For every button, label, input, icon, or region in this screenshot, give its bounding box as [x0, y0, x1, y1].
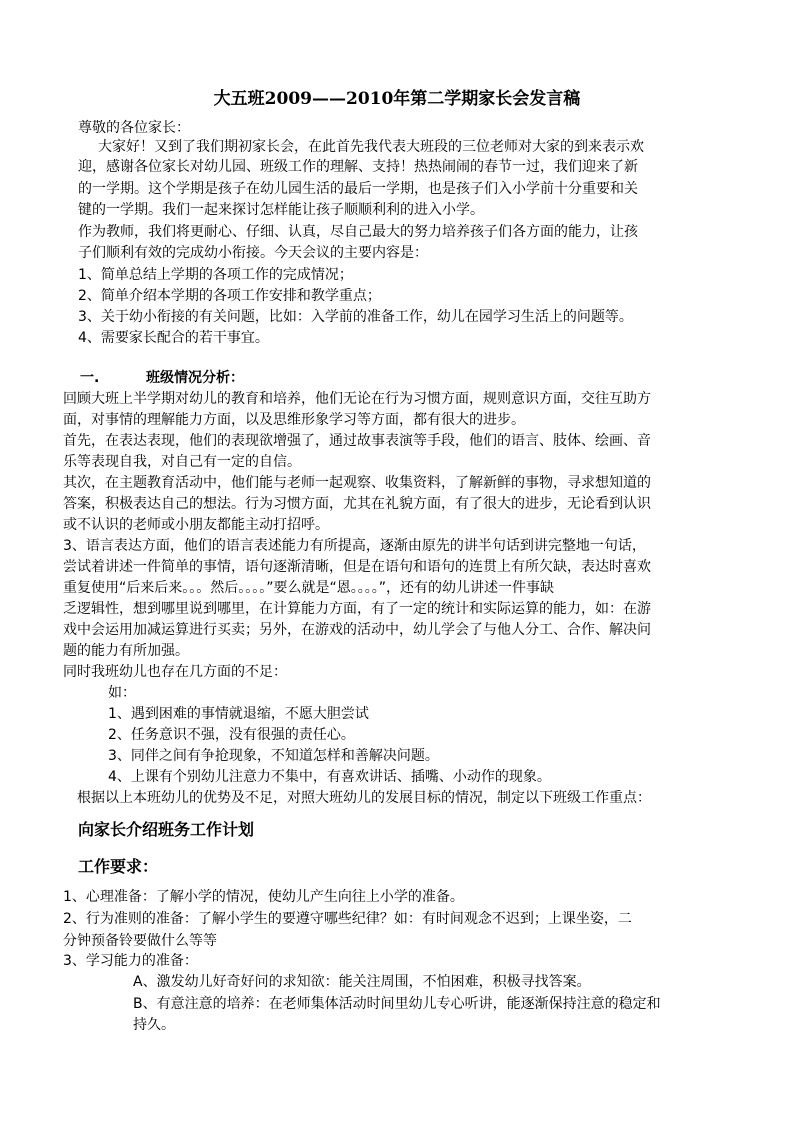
- intro-line: 子们顺利有效的完成幼小衔接。今天会议的主要内容是：: [78, 245, 428, 261]
- learning-line: 持久。: [133, 1017, 175, 1033]
- agenda-item: 2、简单介绍本学期的各项工作安排和教学重点；: [78, 288, 381, 304]
- learning-line: B、有意注意的培养：在老师集体活动时间里幼儿专心听讲，能逐渐保持注意的稳定和: [133, 996, 661, 1012]
- analysis-line: 或不认识的老师或小朋友都能主动打招呼。: [63, 517, 329, 533]
- analysis-line: 3、语言表达方面，他们的语言表述能力有所提高，逐渐由原先的讲半句话到讲完整地一句话，: [63, 538, 646, 554]
- learning-line: A、激发幼儿好奇好问的求知欲：能关注周围，不怕困难，积极寻找答案。: [133, 974, 591, 990]
- intro-line: 键的一学期。我们一起来探讨怎样能让孩子顺顺利利的进入小学。: [78, 202, 484, 218]
- shortcoming-item: 2、任务意识不强，没有很强的责任心。: [108, 727, 355, 743]
- requirements-heading: 工作要求：: [78, 857, 159, 876]
- salutation: 尊敬的各位家长：: [78, 120, 190, 136]
- intro-line: 大家好！又到了我们期初家长会，在此首先我代表大班段的三位老师对大家的到来表示欢: [98, 139, 644, 155]
- requirement-line: 分钟预备铃要做什么等等: [63, 933, 217, 949]
- analysis-line: 题的能力有所加强。: [63, 643, 189, 659]
- analysis-line: 其次，在主题教育活动中，他们能与老师一起观察、收集资料，了解新鲜的事物，寻求想知道的: [63, 475, 651, 491]
- plan-heading: 向家长介绍班务工作计划: [78, 820, 255, 839]
- requirement-line: 2、行为准则的准备：了解小学生的要遵守哪些纪律？如：有时间观念不迟到；上课坐姿，二: [63, 911, 632, 927]
- shortcoming-item: 1、遇到困难的事情就退缩，不愿大胆尝试: [108, 706, 369, 722]
- intro-line: 作为教师，我们将更耐心、仔细、认真，尽自己最大的努力培养孩子们各方面的能力，让孩: [78, 224, 638, 240]
- intro-line: 的一学期。这个学期是孩子在幼儿园生活的最后一学期，也是孩子们入小学前十分重要和关: [78, 181, 638, 197]
- analysis-line: 面，对事情的理解能力方面，以及思维形象学习等方面，都有很大的进步。: [63, 412, 525, 428]
- analysis-line: 尝试着讲述一件简单的事情，语句逐渐清晰，但是在语句和语句的连贯上有所欠缺，表达时喜欢: [63, 559, 651, 575]
- agenda-item: 1、简单总结上学期的各项工作的完成情况；: [78, 267, 353, 283]
- requirement-line: 3、学习能力的准备：: [63, 953, 198, 969]
- summary-line: 根据以上本班幼儿的优势及不足，对照大班幼儿的发展目标的情况，制定以下班级工作重点：: [77, 790, 651, 806]
- agenda-item: 3、关于幼小衔接的有关问题，比如：入学前的准备工作，幼儿在园学习生活上的问题等。: [78, 309, 633, 325]
- shortcoming-item: 4、上课有个别幼儿注意力不集中，有喜欢讲话、插嘴、小动作的现象。: [108, 769, 551, 785]
- requirement-line: 1、心理准备：了解小学的情况，使幼儿产生向往上小学的准备。: [63, 889, 464, 905]
- analysis-line: 答案，积极表达自己的想法。行为习惯方面，尤其在礼貌方面，有了很大的进步，无论看到认识: [63, 496, 651, 512]
- analysis-line: 首先，在表达表现，他们的表现欲增强了，通过故事表演等手段，他们的语言、肢体、绘画、音: [63, 433, 651, 449]
- shortcoming-item: 3、同伴之间有争抢现象，不知道怎样和善解决问题。: [108, 748, 439, 764]
- analysis-line: 戏中会运用加减运算进行买卖；另外，在游戏的活动中，幼儿学会了与他人分工、合作、解决问: [63, 622, 651, 638]
- analysis-line: 同时我班幼儿也存在几方面的不足：: [63, 664, 287, 680]
- intro-line: 迎，感谢各位家长对幼儿园、班级工作的理解、支持！热热闹闹的春节一过，我们迎来了新: [78, 159, 638, 175]
- section-title: 班级情况分析：: [146, 370, 244, 386]
- analysis-line: 乐等表现自我，对自己有一定的自信。: [63, 454, 301, 470]
- section-number: 一.: [80, 370, 100, 386]
- analysis-line: 重复使用“后来后来。。。然后。。。。”要么就是“恩。。。。”，还有的幼儿讲述一件事缺: [63, 580, 555, 596]
- document-title: 大五班2009——2010年第二学期家长会发言稿: [213, 89, 581, 109]
- agenda-item: 4、需要家长配合的若干事宜。: [78, 330, 269, 346]
- analysis-line: 回顾大班上半学期对幼儿的教育和培养，他们无论在行为习惯方面，规则意识方面，交往互助方: [63, 391, 651, 407]
- shortcomings-intro: 如：: [108, 685, 136, 701]
- analysis-line: 乏逻辑性，想到哪里说到哪里，在计算能力方面，有了一定的统计和实际运算的能力，如：在游: [63, 601, 651, 617]
